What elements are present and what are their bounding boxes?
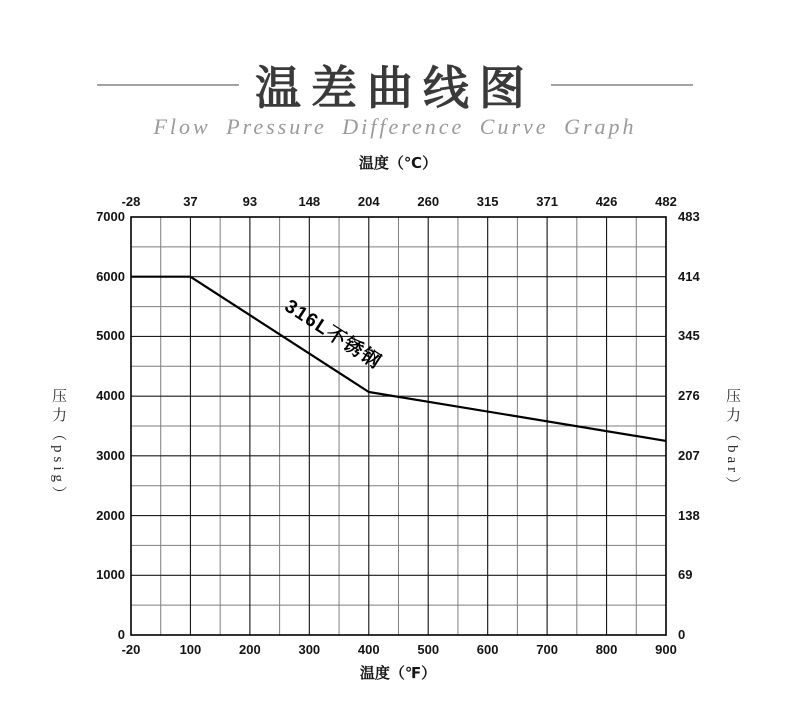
y-tick-label-bar: 345: [678, 328, 700, 344]
y-tick-label-psig: 1000: [96, 567, 125, 583]
y-tick-label-psig: 2000: [96, 507, 125, 523]
y-tick-label-bar: 207: [678, 447, 700, 463]
y-tick-label-psig: 5000: [96, 328, 125, 344]
series-label-316L: 316L不锈钢: [280, 295, 386, 374]
x-tick-label-celsius: 93: [242, 194, 258, 209]
x-tick-label-fahrenheit: 100: [179, 642, 202, 657]
x-tick-label-fahrenheit: 700: [536, 642, 558, 657]
y-tick-label-bar: 483: [678, 209, 700, 224]
x-tick-label-fahrenheit: 200: [239, 642, 261, 657]
y-tick-label-bar: 414: [678, 268, 700, 284]
x-tick-label-fahrenheit: 300: [298, 642, 321, 657]
y-tick-label-bar: 138: [678, 507, 700, 523]
x-tick-label-fahrenheit: 400: [357, 642, 380, 657]
y-tick-label-bar: 69: [678, 567, 693, 583]
y-tick-label-psig: 0: [117, 627, 125, 642]
right-axis-title: 压力（bar）: [724, 388, 740, 496]
x-tick-label-celsius: 260: [417, 194, 440, 209]
y-tick-label-psig: 6000: [96, 268, 125, 284]
page-title: 温差曲线图: [255, 62, 535, 114]
x-tick-label-fahrenheit: 500: [417, 642, 440, 657]
x-tick-label-celsius: 37: [183, 194, 198, 209]
x-tick-label-celsius: 148: [298, 194, 321, 209]
x-tick-label-celsius: -28: [121, 194, 141, 209]
x-tick-label-fahrenheit: 900: [655, 642, 677, 657]
page-subtitle: Flow Pressure Difference Curve Graph: [153, 114, 637, 139]
x-tick-label-celsius: 371: [536, 194, 558, 209]
y-tick-label-bar: 0: [678, 627, 686, 642]
y-tick-label-psig: 7000: [96, 209, 125, 224]
y-tick-label-bar: 276: [678, 388, 700, 404]
y-tick-label-psig: 3000: [96, 447, 125, 463]
x-tick-label-fahrenheit: 800: [595, 642, 618, 657]
top-axis-title: 温度（℃）: [358, 155, 438, 172]
x-tick-label-fahrenheit: 600: [476, 642, 499, 657]
left-axis-title: 压力（psig）: [50, 388, 66, 506]
x-tick-label-celsius: 426: [595, 194, 618, 209]
bottom-axis-title: 温度（℉）: [359, 665, 437, 682]
x-tick-label-celsius: 204: [357, 194, 380, 209]
x-tick-label-celsius: 315: [476, 194, 499, 209]
y-tick-label-psig: 4000: [96, 388, 125, 404]
x-tick-label-celsius: 482: [655, 194, 677, 209]
x-tick-label-fahrenheit: -20: [121, 642, 141, 657]
